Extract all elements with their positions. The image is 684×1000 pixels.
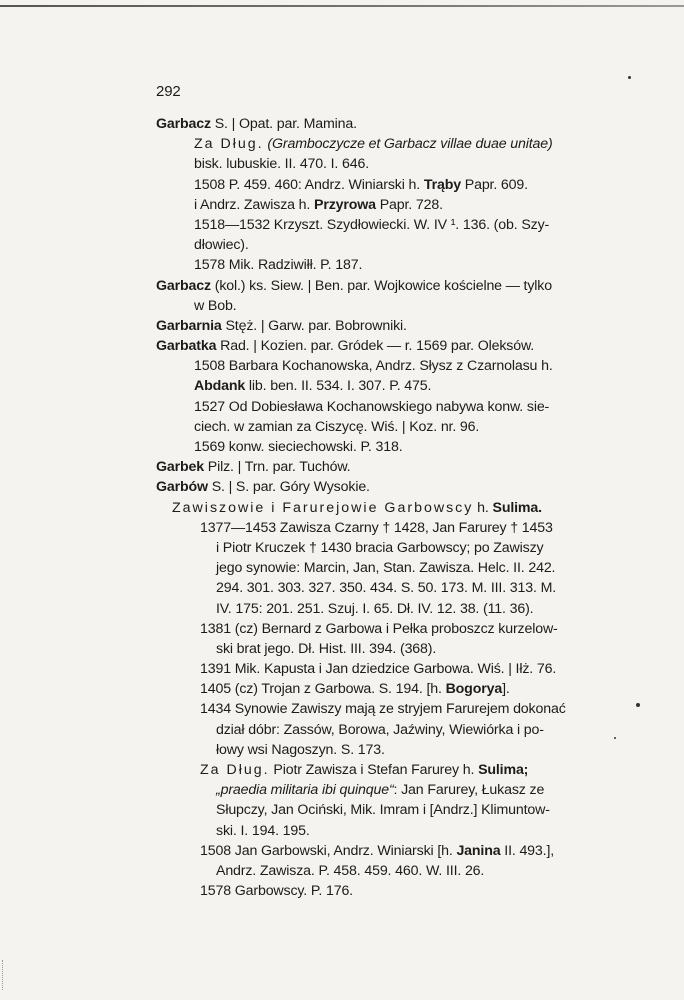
entries-list bbox=[156, 114, 626, 901]
text-line: 1381 (cz) Bernard z Garbowa i Pełka proboszcz kurzelow- bbox=[200, 620, 558, 637]
text-line: Abdank lib. ben. II. 534. I. 307. P. 475. bbox=[194, 378, 432, 395]
text-line: IV. 175: 201. 251. Szuj. I. 65. Dł. IV. 12. 38. (11. 36). bbox=[216, 600, 534, 617]
text-line: Garbek Pilz. | Trn. par. Tuchów. bbox=[156, 459, 351, 476]
text-line: dłowiec). bbox=[194, 237, 249, 254]
text-line: i Piotr Kruczek † 1430 bracia Garbowscy; po Zawiszy bbox=[216, 539, 544, 556]
text-line: 1508 P. 459. 460: Andrz. Winiarski h. Trąby Papr. 609. bbox=[194, 176, 528, 193]
text-line: Andrz. Zawisza. P. 458. 459. 460. W. III. 26. bbox=[216, 862, 485, 879]
text-line: ski brat jego. Dł. Hist. III. 394. (368). bbox=[216, 640, 437, 657]
speck bbox=[636, 703, 640, 707]
text-line: Garbacz S. | Opat. par. Mamina. bbox=[156, 116, 357, 132]
text-line: jego synowie: Marcin, Jan, Stan. Zawisza. Helc. II. 242. bbox=[216, 560, 556, 577]
page-number: 292 bbox=[156, 83, 181, 100]
text-line: 1508 Jan Garbowski, Andrz. Winiarski [h. Janina II. 493.], bbox=[200, 842, 555, 859]
top-edge-line bbox=[0, 5, 684, 7]
text-line: 1578 Mik. Radziwiłł. P. 187. bbox=[194, 257, 363, 274]
text-line: 294. 301. 303. 327. 350. 434. S. 50. 173. M. III. 313. M. bbox=[216, 580, 557, 597]
text-line: i Andrz. Zawisza h. Przyrowa Papr. 728. bbox=[194, 196, 443, 213]
text-line: 1434 Synowie Zawiszy mają ze stryjem Farurejem dokonać bbox=[200, 701, 566, 718]
text-line: 1391 Mik. Kapusta i Jan dziedzice Garbowa. Wiś. | Iłż. 76. bbox=[200, 661, 557, 678]
text-line: Garbarnia Stęż. | Garw. par. Bobrowniki. bbox=[156, 317, 407, 334]
text-line: Słupczy, Jan Ociński, Mik. Imram i [Andrz.] Klimuntow- bbox=[216, 802, 550, 819]
document-page bbox=[156, 82, 626, 901]
text-line: ski. I. 194. 195. bbox=[216, 822, 310, 839]
text-line: w Bob. bbox=[194, 297, 237, 314]
text-line: „praedia militaria ibi quinque“: Jan Farurey, Łukasz ze bbox=[216, 782, 545, 799]
text-line: 1527 Od Dobiesława Kochanowskiego nabywa konw. sie- bbox=[194, 398, 550, 415]
text-line: 1405 (cz) Trojan z Garbowa. S. 194. [h. Bogorya]. bbox=[200, 681, 510, 698]
text-line: Za Dług. (Gramboczycze et Garbacz villae duae unitae) bbox=[194, 136, 553, 153]
text-line: Garbów S. | S. par. Góry Wysokie. bbox=[156, 479, 370, 496]
text-line: Garbatka Rad. | Kozien. par. Gródek — r. 1569 par. Oleksów. bbox=[156, 338, 535, 355]
text-line: ciech. w zamian za Ciszycę. Wiś. | Koz. nr. 96. bbox=[194, 418, 480, 435]
text-line: Zawiszowie i Farurejowie Garbowscy h. Sulima. bbox=[172, 499, 542, 516]
text-line: 1377—1453 Zawisza Czarny † 1428, Jan Farurey † 1453 bbox=[200, 519, 553, 536]
speck bbox=[628, 76, 631, 79]
text-line: 1518—1532 Krzyszt. Szydłowiecki. W. IV ¹. 136. (ob. Szy- bbox=[194, 216, 550, 233]
text-line: Garbacz (kol.) ks. Siew. | Ben. par. Wojkowice kościelne — tylko bbox=[156, 277, 552, 294]
text-line: 1569 konw. sieciechowski. P. 318. bbox=[194, 439, 403, 455]
text-line: dział dóbr: Zassów, Borowa, Jaźwiny, Wiewiórka i po- bbox=[216, 721, 544, 738]
text-line: łowy wsi Nagoszyn. S. 173. bbox=[216, 741, 385, 758]
margin-marks bbox=[2, 960, 9, 990]
text-line: 1508 Barbara Kochanowska, Andrz. Słysz z Czarnolasu h. bbox=[194, 358, 553, 375]
text-line: 1578 Garbowscy. P. 176. bbox=[200, 883, 353, 900]
text-line: Za Dług. Piotr Zawisza i Stefan Farurey h. Sulima; bbox=[200, 762, 529, 778]
speck bbox=[614, 737, 616, 739]
text-line: bisk. lubuskie. II. 470. I. 646. bbox=[194, 156, 370, 173]
